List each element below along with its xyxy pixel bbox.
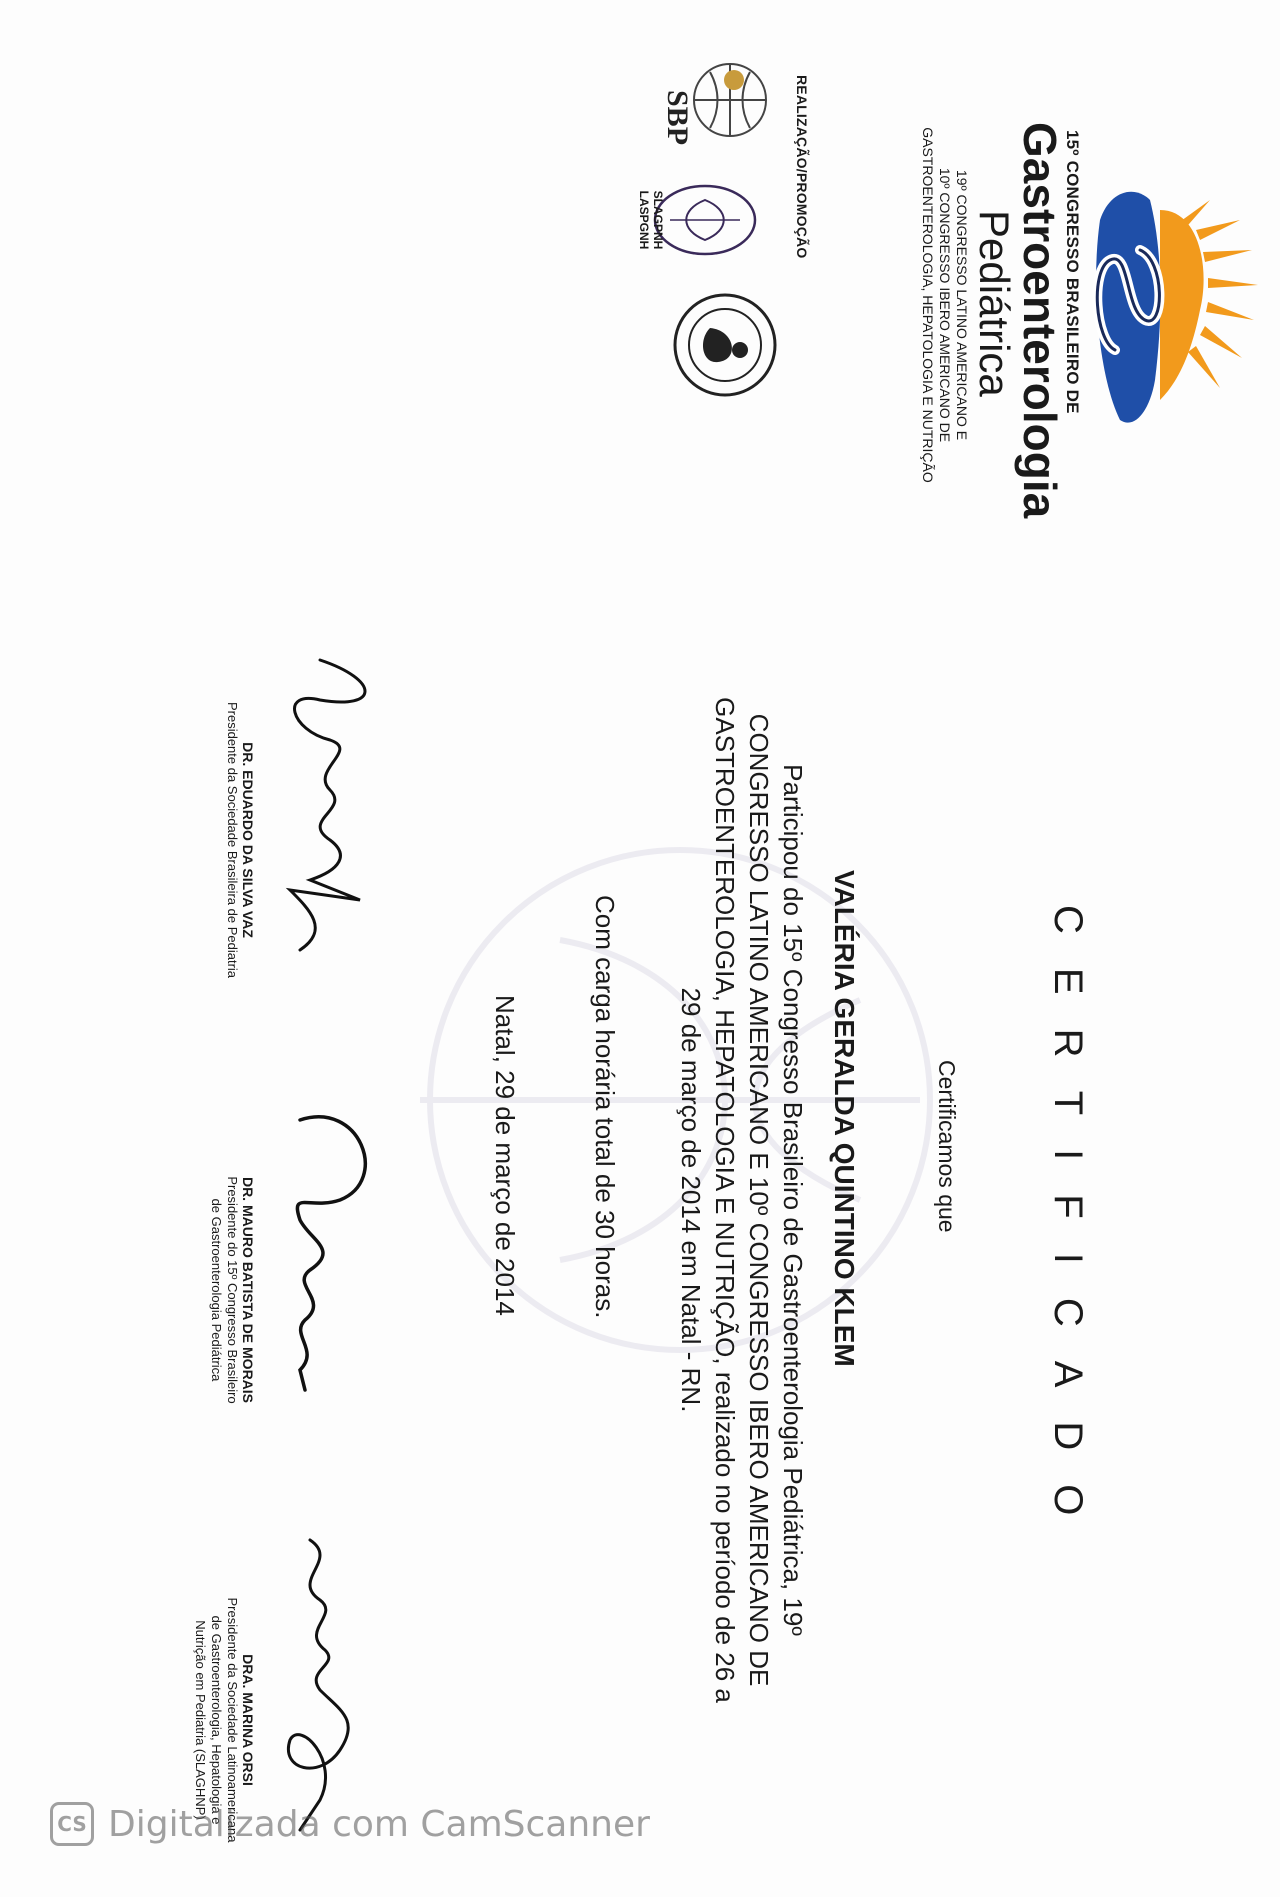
workload: Com carga horária total de 30 horas. (590, 895, 620, 1319)
congress-name-line1: Gastroenterologia (1014, 122, 1066, 519)
place-date: Natal, 29 de março de 2014 (490, 995, 520, 1316)
signature-block-1 (224, 640, 400, 1040)
signature-1-name: DR. EDUARDO DA SILVA VAZ (240, 742, 256, 938)
signature-3-name: DRA. MARINA ORSI (240, 1654, 256, 1786)
slagpnh-logo-label (637, 180, 665, 260)
sbp-logo-text: SBP (661, 90, 694, 146)
congress-subtitle (919, 105, 970, 505)
signature-3-role-line3: Nutrição em Pediatria (SLAGHNP) (193, 1620, 208, 1820)
signature-3-role-line1: Presidente da Sociedade Latinoamericana (225, 1597, 240, 1843)
signature-1-role: Presidente da Sociedade Brasileira de Pediatria (225, 701, 240, 979)
handwritten-signature-2 (260, 1090, 400, 1420)
watermark-emblem-icon (360, 820, 980, 1380)
certificate-title: CERTIFICADO (1046, 905, 1090, 1550)
certificate-body: Participou do 15º Congresso Brasileiro de Gastroenterologia Pediátrica, 19º CONGRESSO LATINO AMERICANO E 10º CONGRESSO IBERO AMERICANO DE GASTROENTEROLOGIA, HEPATOLOGIA E NUTRIÇÃO, realizado no período de 26 a 29 de março de 2014 em Natal - RN. (676, 697, 808, 1703)
congress-edition: 15º CONGRESSO BRASILEIRO DE (1063, 130, 1082, 414)
congress-subtitle-line3: GASTROENTEROLOGIA, HEPATOLOGIA E NUTRIÇÃO (920, 127, 936, 483)
signature-3-role-line2: de Gastroenterologia, Hepatologia e (209, 1615, 224, 1825)
camscanner-icon: CS (50, 1802, 94, 1846)
camscanner-watermark (50, 1802, 650, 1846)
signature-2-role-line1: Presidente do 15º Congresso Brasileiro (225, 1176, 240, 1404)
slagpnh-label-line1: SLAGPNH (651, 190, 665, 250)
congress-name-line2: Pediátrica (971, 210, 1018, 397)
signature-2-name: DR. MAURO BATISTA DE MORAIS (240, 1176, 256, 1404)
congress-subtitle-line2: 10º CONGRESSO IBERO AMERICANO DE (937, 167, 953, 443)
congress-logo-block (920, 60, 1260, 519)
recipient-name: VALÉRIA GERALDA QUINTINO KLEM (829, 870, 860, 1367)
signature-2-role-line2: de Gastroenterologia Pediátrica (209, 1198, 224, 1382)
handwritten-signature-3 (260, 1520, 400, 1850)
sbp-logo-icon (660, 40, 780, 150)
certificate-intro: Certificamos que (934, 1060, 960, 1233)
society-seal-icon (670, 290, 780, 400)
promotion-title: REALIZAÇÃO/PROMOÇÃO (794, 75, 810, 259)
slagpnh-label-line2: LASPGNH (637, 190, 651, 250)
gastro-congress-logo-icon (1080, 180, 1260, 440)
congress-subtitle-line1: 19º CONGRESSO LATINO AMERICANO E (954, 169, 970, 441)
promotion-logos (610, 40, 780, 400)
handwritten-signature-1 (260, 640, 400, 970)
signature-block-2 (208, 1090, 400, 1490)
camscanner-label: Digitalizada com CamScanner (108, 1803, 650, 1845)
